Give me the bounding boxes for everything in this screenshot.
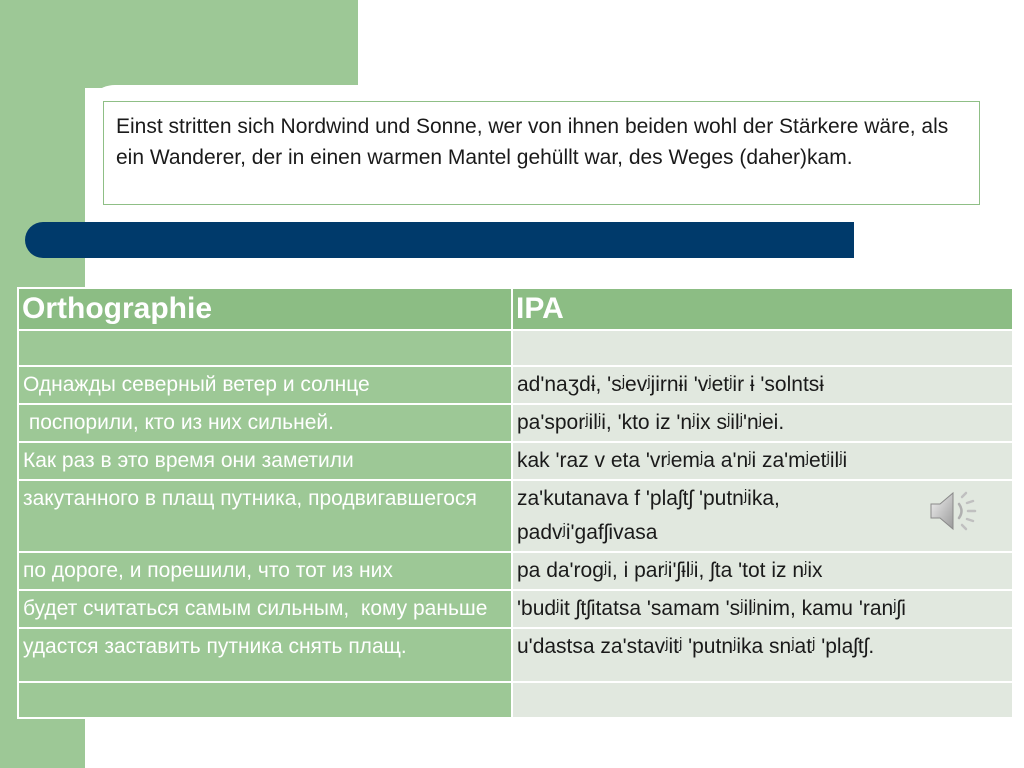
table-row <box>18 330 1013 366</box>
table-row <box>18 628 1013 682</box>
orthography-table <box>17 287 1014 719</box>
ipa-cell: ad'naʒdɨ, 'sʲevʲjirnɨi 'vʲetʲir ɨ 'solntsɨ <box>512 366 1013 404</box>
table-row <box>18 552 1013 590</box>
ipa-cell: u'dastsa za'stavʲitʲ 'putnʲika snʲatʲ 'plaʃtʃ. <box>512 628 1013 682</box>
table-header-row <box>18 288 1013 330</box>
quote-box <box>103 101 980 205</box>
ortho-cell: закутанного в плащ путника, продвигавшегося <box>18 480 512 552</box>
ipa-cell: pa'sporʲilʲi, 'kto iz 'nʲix sʲilʲ'nʲei. <box>512 404 1013 442</box>
ortho-cell <box>18 682 512 718</box>
ipa-cell: 'budʲit ʃtʃitatsa 'samam 'sʲilʲnim, kamu 'ranʲʃi <box>512 590 1013 628</box>
table-row <box>18 366 1013 404</box>
ipa-cell: za'kutanava f 'plaʃtʃ 'putnʲika, padvʲi'gafʃivasa <box>512 480 1013 552</box>
ipa-cell <box>512 330 1013 366</box>
header-ipa: IPA <box>512 288 1013 330</box>
quote-text: Einst stritten sich Nordwind und Sonne, wer von ihnen beiden wohl der Stärkere wäre, als ein Wanderer, der in einen warmen Mantel gehüllt war, des Weges (daher)kam. <box>116 115 949 169</box>
accent-bar <box>25 222 854 258</box>
ortho-cell: будет считаться самым сильным, кому раньше <box>18 590 512 628</box>
table-row <box>18 590 1013 628</box>
ipa-cell <box>512 682 1013 718</box>
ipa-cell: pa da'rogʲi, i parʲi'ʃɨlʲi, ʃta 'tot iz nʲix <box>512 552 1013 590</box>
table-row <box>18 480 1013 552</box>
table-row <box>18 404 1013 442</box>
ortho-cell <box>18 330 512 366</box>
table-row <box>18 442 1013 480</box>
header-orthographie: Orthographie <box>18 288 512 330</box>
ortho-cell: по дороге, и порешили, что тот из них <box>18 552 512 590</box>
ortho-cell: удастся заставить путника снять плащ. <box>18 628 512 682</box>
ortho-cell: Как раз в это время они заметили <box>18 442 512 480</box>
ipa-cell: kak 'raz v eta 'vrʲemʲa a'nʲi za'mʲetʲilʲi <box>512 442 1013 480</box>
ortho-cell: Однажды северный ветер и солнце <box>18 366 512 404</box>
table-row <box>18 682 1013 718</box>
speaker-icon[interactable] <box>928 488 980 534</box>
ortho-cell: поспорили, кто из них сильней. <box>18 404 512 442</box>
